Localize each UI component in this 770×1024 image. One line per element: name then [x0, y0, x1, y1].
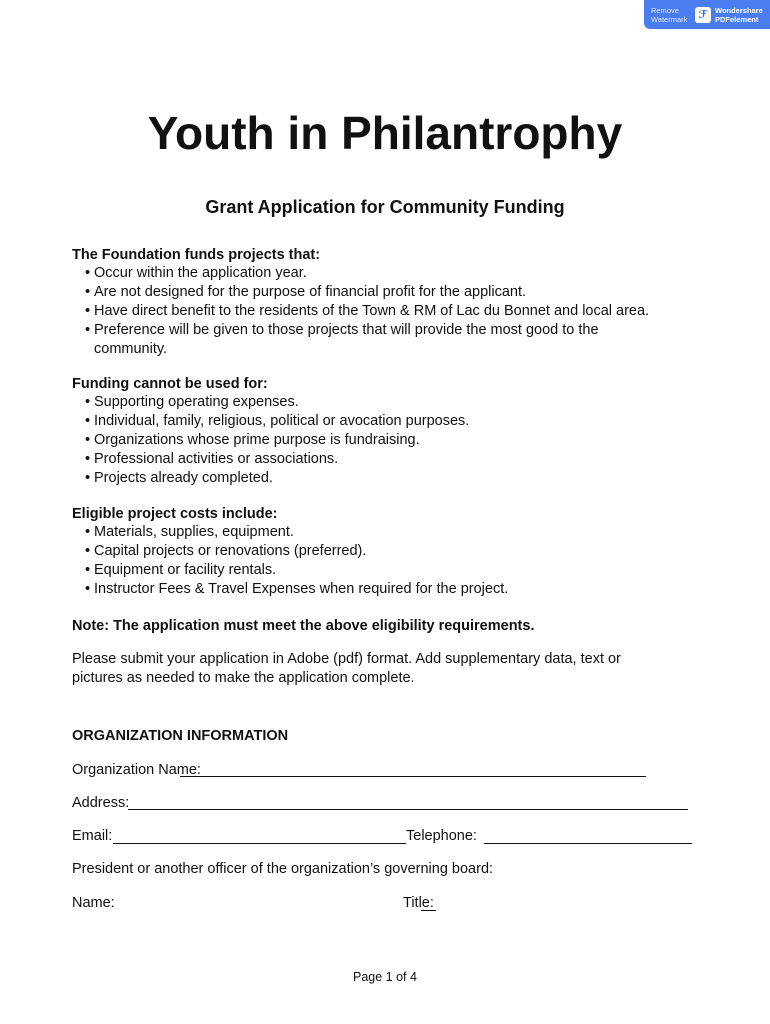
pdfelement-logo-icon: ℱ [695, 7, 711, 23]
address-label: Address: [72, 795, 130, 811]
organization-section-heading: ORGANIZATION INFORMATION [72, 728, 289, 744]
bullet-icon: • [85, 413, 91, 429]
bullet-icon: • [85, 470, 91, 486]
officer-title-field[interactable] [421, 910, 436, 911]
cannot-item: • Supporting operating expenses. [85, 394, 299, 410]
cannot-item: • Projects already completed. [85, 470, 273, 486]
remove-watermark-line1: Remove [651, 5, 679, 15]
organization-name-field[interactable] [180, 776, 646, 777]
submit-instructions-line2: pictures as needed to make the application complete. [72, 670, 415, 686]
pdfelement-brand [715, 6, 763, 24]
remove-watermark-badge[interactable] [644, 0, 770, 29]
remove-watermark-label[interactable] [651, 6, 693, 24]
cannot-item: • Organizations whose prime purpose is fundraising. [85, 432, 420, 448]
cannot-heading: Funding cannot be used for: [72, 376, 268, 392]
funds-item: • Preference will be given to those projects that will provide the most good to the [85, 322, 599, 338]
bullet-icon: • [85, 524, 91, 540]
organization-name-label: Organization Name: [72, 762, 201, 778]
eligible-item: • Capital projects or renovations (preferred). [85, 543, 367, 559]
bullet-icon: • [85, 303, 91, 319]
bullet-icon: • [85, 562, 91, 578]
remove-watermark-line2: Watermark [651, 14, 688, 24]
submit-instructions-line1: Please submit your application in Adobe (pdf) format. Add supplementary data, text or [72, 651, 621, 667]
bullet-icon: • [85, 451, 91, 467]
bullet-icon: • [85, 432, 91, 448]
funds-item: • Have direct benefit to the residents of the Town & RM of Lac du Bonnet and local area. [85, 303, 650, 319]
eligible-item: • Equipment or facility rentals. [85, 562, 277, 578]
document-subtitle: Grant Application for Community Funding [205, 197, 565, 217]
cannot-item: • Professional activities or associations. [85, 451, 339, 467]
bullet-icon: • [85, 543, 91, 559]
eligible-heading: Eligible project costs include: [72, 506, 278, 522]
eligible-item: • Materials, supplies, equipment. [85, 524, 294, 540]
officer-title-label: Title: [403, 895, 434, 911]
email-label: Email: [72, 828, 113, 844]
address-field[interactable] [128, 809, 688, 810]
funds-item-continuation: community. [94, 341, 168, 357]
funds-item: • Are not designed for the purpose of financial profit for the applicant. [85, 284, 527, 300]
eligibility-note: Note: The application must meet the above eligibility requirements. [72, 618, 535, 634]
telephone-field[interactable] [484, 843, 692, 844]
email-field[interactable] [113, 843, 406, 844]
brand-line1: Wondershare [715, 5, 763, 15]
cannot-item: • Individual, family, religious, political or avocation purposes. [85, 413, 470, 429]
page-number: Page 1 of 4 [353, 970, 417, 984]
officer-name-label: Name: [72, 895, 115, 911]
bullet-icon: • [85, 322, 91, 338]
bullet-icon: • [85, 265, 91, 281]
brand-line2: PDFelement [715, 14, 759, 24]
president-label: President or another officer of the organization’s governing board: [72, 861, 494, 877]
eligible-item: • Instructor Fees & Travel Expenses when required for the project. [85, 581, 509, 597]
funds-heading: The Foundation funds projects that: [72, 247, 321, 263]
funds-item: • Occur within the application year. [85, 265, 307, 281]
document-title: Youth in Philantrophy [147, 107, 623, 159]
bullet-icon: • [85, 581, 91, 597]
telephone-label: Telephone: [406, 828, 477, 844]
bullet-icon: • [85, 284, 91, 300]
bullet-icon: • [85, 394, 91, 410]
